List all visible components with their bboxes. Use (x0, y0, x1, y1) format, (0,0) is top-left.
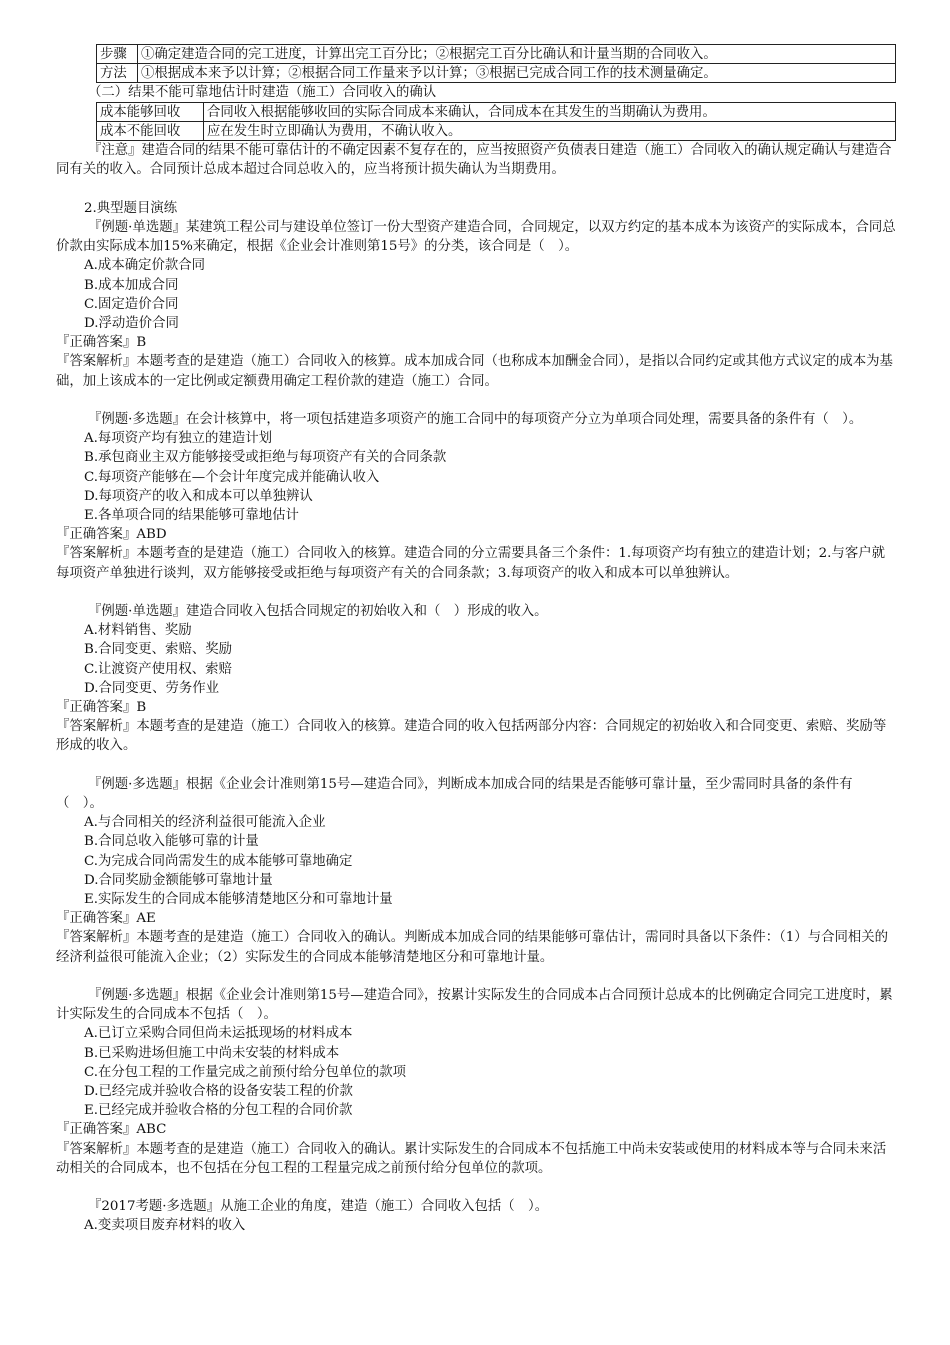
question-stem: 『例题·多选题』根据《企业会计准则第15号—建造合同》，判断成本加成合同的结果是否能够可靠计量，至少需同时具备的条件有（ ）。 (56, 776, 853, 812)
question-analysis: 『答案解析』本题考查的是建造（施工）合同收入的核算。成本加成合同（也称成本加酬金合同），是指以合同约定或其他方式议定的成本为基础，加上该成本的一定比例或定额费用确定工程价款的建造（施工）合同。 (56, 354, 893, 389)
question-option: D.合同变更、劳务作业 (84, 680, 220, 696)
question-block (56, 218, 896, 391)
question-option: C.每项资产能够在—个会计年度完成并能确认收入 (84, 469, 380, 485)
question-option: A.材料销售、奖励 (84, 623, 192, 639)
question-option: D.合同奖励金额能够可靠地计量 (84, 872, 273, 888)
question-option: D.每项资产的收入和成本可以单独辨认 (84, 488, 313, 504)
table-row (97, 122, 896, 141)
question-option: E.各单项合同的结果能够可靠地估计 (84, 508, 299, 524)
question-option: C.在分包工程的工作量完成之前预付给分包单位的款项 (84, 1064, 407, 1080)
question-option: B.合同总收入能够可靠的计量 (84, 834, 259, 850)
note-paragraph: 『注意』建造合同的结果不能可靠估计的不确定因素不复存在的，应当按照资产负债表日建造（施工）合同收入的确认规定确认与建造合同有关的收入。合同预计总成本超过合同总收入的，应当将预计损失确认为当期费用。 (56, 143, 892, 178)
question-stem: 『例题·单选题』建造合同收入包括合同规定的初始收入和（ ）形成的收入。 (88, 604, 548, 620)
question-option: A.变卖项目废弃材料的收入 (84, 1218, 246, 1234)
question-option: B.合同变更、索赔、奖励 (84, 642, 233, 658)
question-stem: 『例题·多选题』在会计核算中，将一项包括建造多项资产的施工合同中的每项资产分立为单项合同处理，需要具备的条件有（ ）。 (88, 412, 863, 428)
subheading: （二）结果不能可靠地估计时建造（施工）合同收入的确认 (88, 85, 437, 100)
question-block (56, 602, 896, 756)
question-stem: 『例题·单选题』某建筑工程公司与建设单位签订一份大型资产建造合同，合同规定，以双方约定的基本成本为该资产的实际成本，合同总价款由实际成本加15%来确定，根据《企业会计准则第15号》的分类，该合同是（ ）。 (56, 220, 896, 255)
question-stem: 『2017考题·多选题』从施工企业的角度，建造（施工）合同收入包括（ ）。 (88, 1199, 549, 1215)
question-option: B.承包商业主双方能够接受或拒绝与每项资产有关的合同条款 (84, 450, 447, 466)
question-option: D.浮动造价合同 (84, 316, 179, 332)
question-answer: 『正确答案』ABC (56, 1122, 167, 1138)
table-row (97, 64, 896, 83)
table-cell-key: 成本不能回收 (97, 122, 204, 141)
table-cell-value: ①根据成本来予以计算；②根据合同工作量来予以计算；③根据已完成合同工作的技术测量确定。 (138, 64, 896, 83)
question-block (56, 1197, 896, 1235)
question-stem: 『例题·多选题』根据《企业会计准则第15号—建造合同》，按累计实际发生的合同成本占合同预计总成本的比例确定合同完工进度时，累计实际发生的合同成本不包括（ ）。 (56, 988, 893, 1023)
question-option: A.与合同相关的经济利益很可能流入企业 (84, 815, 326, 831)
table-cell-key: 成本能够回收 (97, 103, 204, 122)
question-analysis: 『答案解析』本题考查的是建造（施工）合同收入的核算。建造合同的收入包括两部分内容：合同规定的初始收入和合同变更、索赔、奖励等形成的收入。 (56, 719, 887, 754)
table-row (97, 103, 896, 122)
question-answer: 『正确答案』B (56, 700, 147, 716)
table-recognition-steps (96, 44, 896, 83)
table-cell-key: 步骤 (97, 45, 138, 64)
question-analysis: 『答案解析』本题考查的是建造（施工）合同收入的确认。累计实际发生的合同成本不包括施工中尚未安装或使用的材料成本等与合同未来活动相关的合同成本，也不包括在分包工程的工程量完成之前预付给分包单位的款项。 (56, 1141, 887, 1176)
question-block (56, 986, 896, 1178)
question-option: C.让渡资产使用权、索赔 (84, 661, 232, 677)
question-option: B.成本加成合同 (84, 277, 179, 293)
question-option: B.已采购进场但施工中尚未安装的材料成本 (84, 1045, 340, 1061)
question-answer: 『正确答案』AE (56, 911, 156, 927)
question-option: E.实际发生的合同成本能够清楚地区分和可靠地计量 (84, 892, 393, 908)
question-option: E.已经完成并验收合格的分包工程的合同价款 (84, 1103, 353, 1119)
question-option: A.成本确定价款合同 (84, 258, 206, 274)
question-option: D.已经完成并验收合格的设备安装工程的价款 (84, 1084, 353, 1100)
document-page (56, 44, 896, 1236)
table-unreliable-estimate (96, 102, 896, 141)
table-cell-key: 方法 (97, 64, 138, 83)
question-answer: 『正确答案』B (56, 335, 147, 351)
question-answer: 『正确答案』ABD (56, 527, 167, 543)
section-heading: 2.典型题目演练 (84, 200, 178, 216)
question-option: A.已订立采购合同但尚未运抵现场的材料成本 (84, 1026, 353, 1042)
question-analysis: 『答案解析』本题考查的是建造（施工）合同收入的核算。建造合同的分立需要具备三个条件：1.每项资产均有独立的建造计划；2.与客户就每项资产单独进行谈判，双方能够接受或拒绝与每项资产有关的合同条款；3.每项资产的收入和成本可以单独辨认。 (56, 546, 885, 581)
question-option: C.为完成合同尚需发生的成本能够可靠地确定 (84, 853, 353, 869)
table-cell-value: 合同收入根据能够收回的实际合同成本来确认，合同成本在其发生的当期确认为费用。 (204, 103, 896, 122)
table-row (97, 45, 896, 64)
question-analysis: 『答案解析』本题考查的是建造（施工）合同收入的确认。判断成本加成合同的结果能够可靠估计，需同时具备以下条件：（1）与合同相关的经济利益很可能流入企业；（2）实际发生的合同成本能够清楚地区分和可靠地计量。 (56, 930, 889, 965)
question-block (56, 410, 896, 583)
table-cell-value: ①确定建造合同的完工进度，计算出完工百分比；②根据完工百分比确认和计量当期的合同收入。 (138, 45, 896, 64)
question-option: A.每项资产均有独立的建造计划 (84, 431, 273, 447)
question-option: C.固定造价合同 (84, 296, 179, 312)
table-cell-value: 应在发生时立即确认为费用，不确认收入。 (204, 122, 896, 141)
question-block (56, 775, 896, 967)
